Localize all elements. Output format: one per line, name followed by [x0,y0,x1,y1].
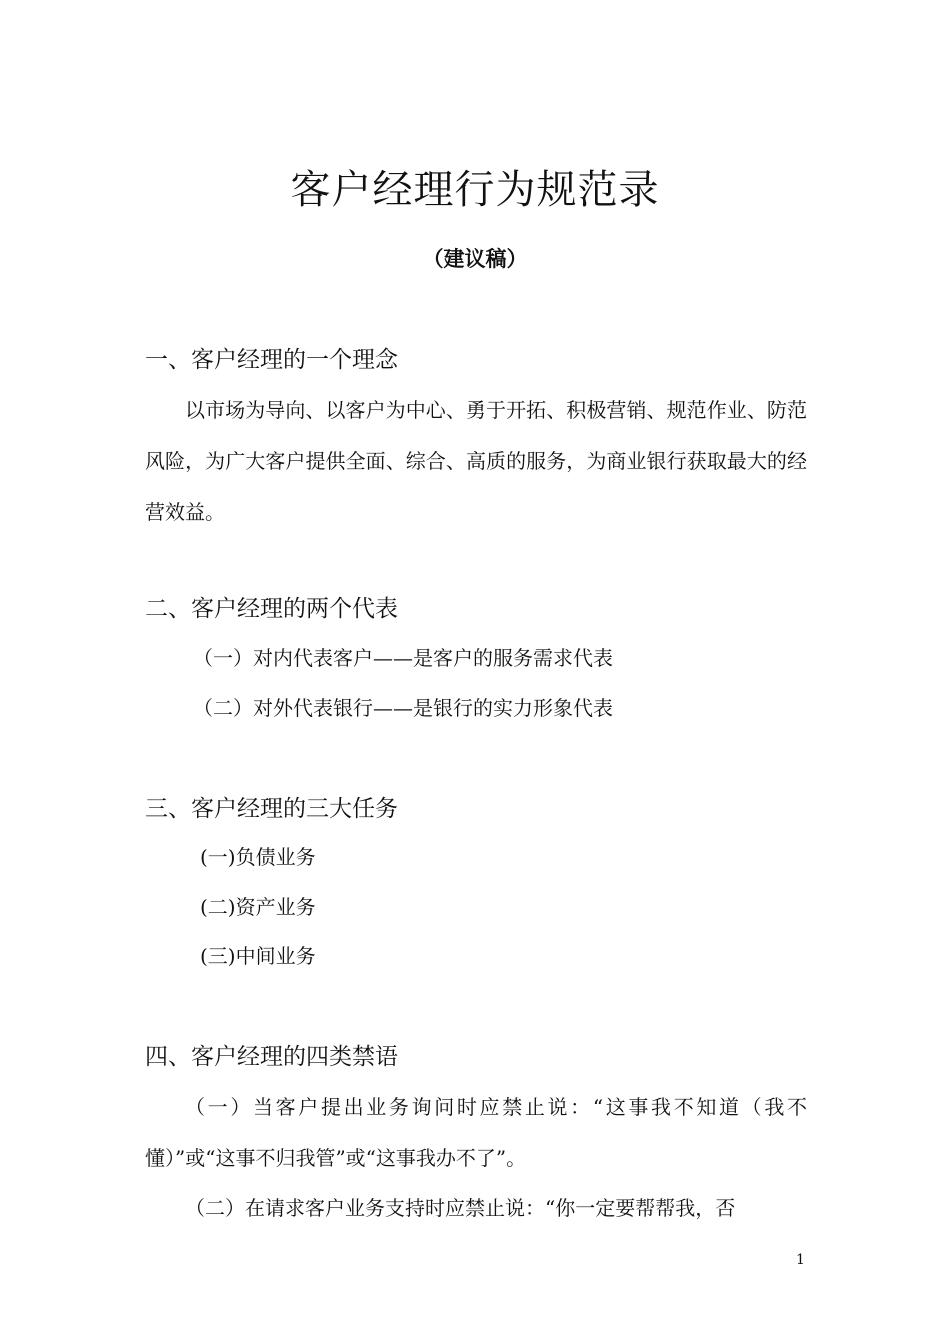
section-heading-4: 四、客户经理的四类禁语 [145,1044,398,1070]
list-item: (二)资产业务 [200,895,316,919]
section-heading-1: 一、客户经理的一个理念 [145,347,398,373]
document-subtitle: （建议稿） [422,247,528,271]
list-item: （一）对内代表客户——是客户的服务需求代表 [193,646,613,670]
list-item: （二）对外代表银行——是银行的实力形象代表 [193,696,613,720]
list-item: (三)中间业务 [200,944,316,968]
list-item: (一)负债业务 [200,845,316,869]
page-number: 1 [796,1252,805,1268]
document-title: 客户经理行为规范录 [290,167,660,213]
section-heading-2: 二、客户经理的两个代表 [145,596,398,622]
section-paragraph-4a: （一）当客户提出业务询问时应禁止说：“这事我不知道（我不懂）”或“这事不归我管”或“这事我办不了”。 [145,1095,807,1170]
section-paragraph-1: 以市场为导向、以客户为中心、勇于开拓、积极营销、规范作业、防范风险，为广大客户提供全面、综合、高质的服务，为商业银行获取最大的经营效益。 [145,398,807,524]
section-paragraph-4b: （二）在请求客户业务支持时应禁止说：“你一定要帮帮我，否 [185,1196,736,1220]
section-heading-3: 三、客户经理的三大任务 [145,796,398,822]
